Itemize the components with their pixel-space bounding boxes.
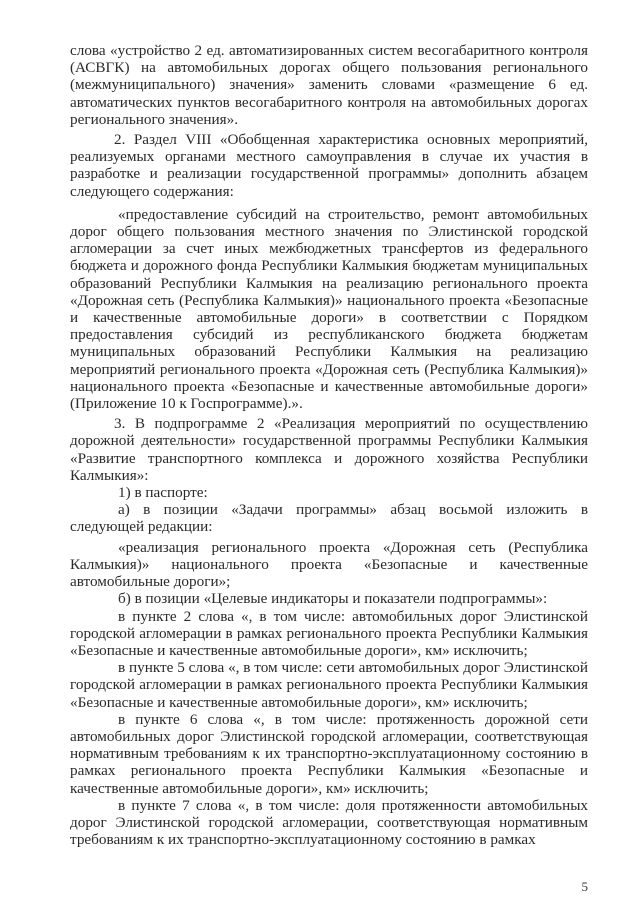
paragraph-6: а) в позиции «Задачи программы» абзац восьмой изложить в следующей редакции:: [70, 501, 588, 536]
paragraph-11: в пункте 6 слова «, в том числе: протяженность дорожной сети автомобильных дорог Элистинской городской агломерации, соответствующая нормативным требованиям к их транспортно-эксплуатационному состоянию в рамках регионального проекта Республики Калмыкия «Безопасные и качественные автомобильные дороги», км» исключить;: [70, 710, 588, 797]
paragraph-8: б) в позиции «Целевые индикаторы и показатели подпрограммы»:: [118, 590, 548, 608]
paragraph-5: 1) в паспорте:: [118, 484, 208, 502]
paragraph-12: в пункте 7 слова «, в том числе: доля протяженности автомобильных дорог Элистинской городской агломерации, соответствующая нормативным требованиям к их транспортно-эксплуатационному состоянию в рамках: [70, 796, 588, 849]
paragraph-1: слова «устройство 2 ед. автоматизированных систем весогабаритного контроля (АСВГК) на автомобильных дорогах общего пользования регионального (межмуниципального) значения» заменить словами «размещение 6 ед. автоматических пунктов весогабаритного контроля на автомобильных дорогах регионального значения».: [70, 42, 588, 128]
paragraph-4: 3. В подпрограмме 2 «Реализация мероприятий по осуществлению дорожной деятельности» государственной программы Республики Калмыкия «Развитие транспортного комплекса и дорожного хозяйства Республики Калмыкия»:: [70, 415, 588, 484]
paragraph-7: «реализация регионального проекта «Дорожная сеть (Республика Калмыкия)» национального проекта «Безопасные и качественные автомобильные дороги»;: [70, 538, 588, 591]
paragraph-10: в пункте 5 слова «, в том числе: сети автомобильных дорог Элистинской городской агломерации в рамках регионального проекта Республики Калмыкия «Безопасные и качественные автомобильные дороги», км» исключить;: [70, 659, 588, 711]
page-number: 5: [581, 879, 588, 894]
paragraph-9: в пункте 2 слова «, в том числе: автомобильных дорог Элистинской городской агломерации в рамках регионального проекта Республики Калмыкия «Безопасные и качественные автомобильные дороги», км» исключить;: [70, 607, 588, 659]
paragraph-3: «предоставление субсидий на строительство, ремонт автомобильных дорог общего пользования местного значения по Элистинской городской агломерации за счет иных межбюджетных трансфертов из федерального бюджета и дорожного фонда Республики Калмыкия бюджетам муниципальных образований Республики Калмыкия на реализацию регионального проекта «Дорожная сеть (Республика Калмыкия)» национального проекта «Безопасные и качественные автомобильные дороги» в соответствии с Порядком предоставления субсидий из республиканского бюджета бюджетам муниципальных образований Республики Калмыкия на реализацию мероприятий регионального проекта «Дорожная сеть (Республика Калмыкия)» национального проекта «Безопасные и качественные автомобильные дороги» (Приложение 10 к Госпрограмме).».: [70, 205, 588, 413]
paragraph-2: 2. Раздел VIII «Обобщенная характеристика основных мероприятий, реализуемых органами местного самоуправления в случае их участия в разработке и реализации государственной программы» дополнить абзацем следующего содержания:: [70, 131, 588, 200]
